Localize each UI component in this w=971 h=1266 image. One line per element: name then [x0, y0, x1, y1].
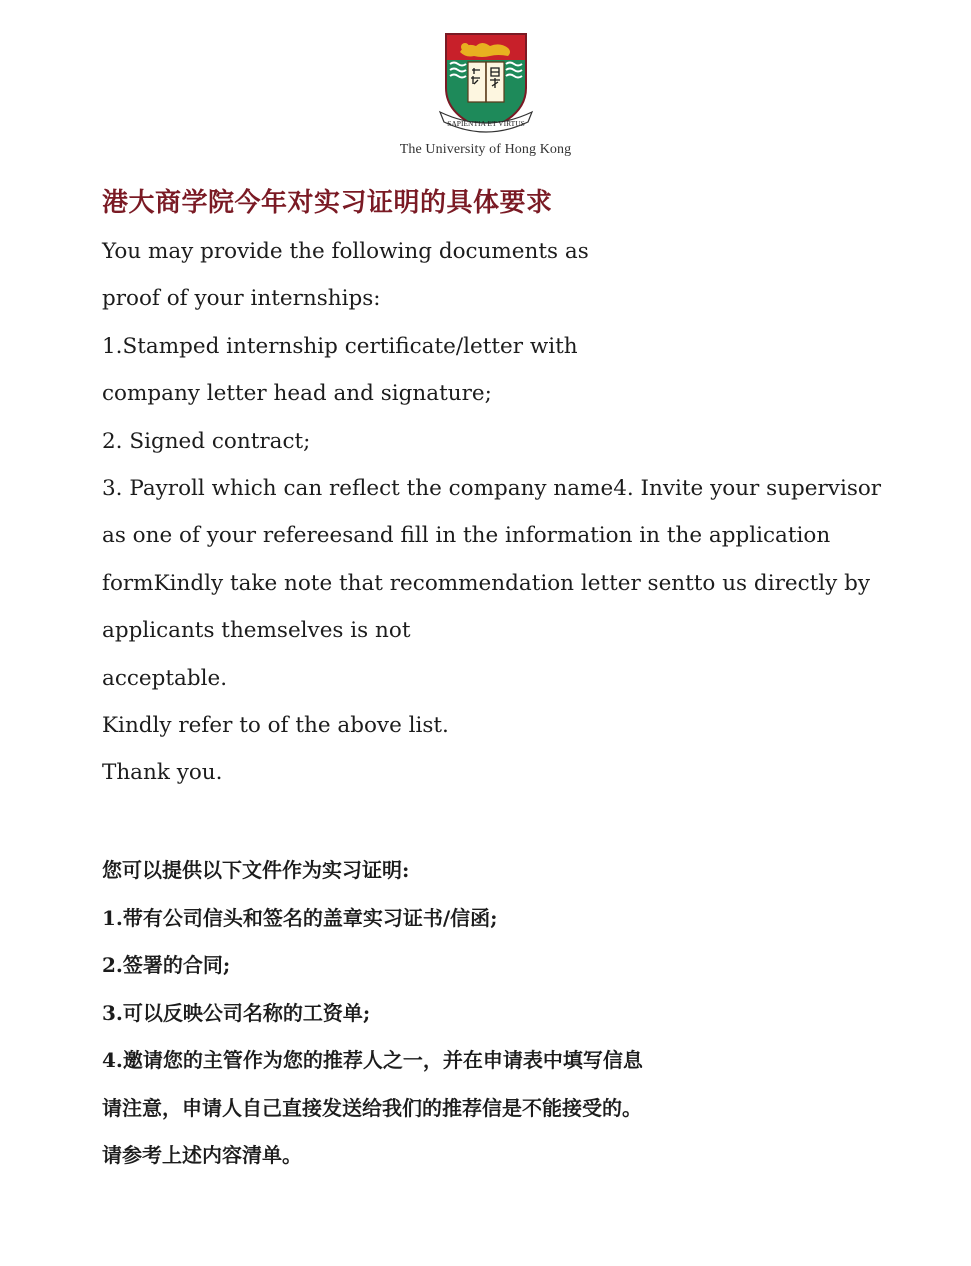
english-line: proof of your internships:: [102, 286, 381, 312]
chinese-line: 请参考上述内容清单。: [102, 1143, 302, 1167]
header: [0, 30, 971, 158]
chinese-line: 4.邀请您的主管作为您的推荐人之一，并在申请表中填写信息: [102, 1048, 643, 1072]
chinese-line: 您可以提供以下文件作为实习证明:: [102, 858, 410, 882]
chinese-line: 2.签署的合同;: [102, 953, 231, 977]
english-line: Kindly refer to of the above list.: [102, 713, 449, 739]
english-line: acceptable.: [102, 665, 228, 691]
chinese-requirements: [102, 847, 942, 1180]
english-line: applicants themselves is not: [102, 618, 411, 644]
english-line: 3. Payroll which can reflect the company name4. Invite your supervisor: [102, 476, 882, 502]
english-requirements: [102, 228, 942, 797]
english-line: 2. Signed contract;: [102, 428, 311, 454]
chinese-line: 1.带有公司信头和签名的盖章实习证书/信函;: [102, 905, 498, 930]
hku-crest-icon: [438, 30, 534, 138]
svg-text:SAPIENTIA ET VIRTUS: SAPIENTIA ET VIRTUS: [446, 119, 525, 128]
university-name: The University of Hong Kong: [399, 142, 572, 157]
english-line: as one of your refereesand fill in the information in the application: [102, 523, 831, 549]
english-line: Thank you.: [102, 760, 223, 786]
english-line: formKindly take note that recommendation letter sentto us directly by: [102, 570, 871, 596]
page-title: 港大商学院今年对实习证明的具体要求: [102, 188, 553, 218]
chinese-line: 请注意，申请人自己直接发送给我们的推荐信是不能接受的。: [102, 1095, 642, 1120]
chinese-line: 3.可以反映公司名称的工资单;: [102, 1000, 371, 1025]
english-line: company letter head and signature;: [102, 381, 492, 407]
english-line: You may provide the following documents as: [102, 239, 589, 264]
english-line: 1.Stamped internship certificate/letter with: [102, 333, 578, 359]
